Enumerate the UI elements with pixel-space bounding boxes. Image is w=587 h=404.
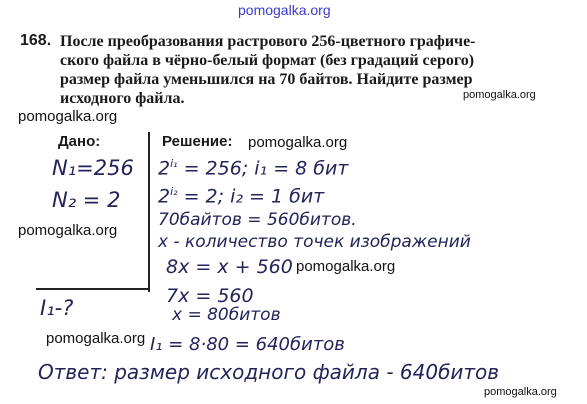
given-find: I₁-?: [40, 296, 74, 320]
watermark-center: pomogalka.org: [296, 258, 396, 275]
watermark-solution: pomogalka.org: [248, 134, 348, 151]
solution-line-1-base: 2: [158, 157, 171, 180]
answer-line: Ответ: размер исходного файла - 640битов: [38, 360, 500, 384]
watermark-right-bottom: pomogalka.org: [484, 386, 557, 398]
given-label: Дано:: [58, 133, 101, 150]
solution-line-4: x - количество точек изображений: [158, 232, 471, 252]
solution-line-2: [158, 185, 324, 207]
solution-line-2-rest: = 2; i₂ = 1 бит: [177, 185, 325, 208]
given-divider-vertical: [148, 132, 150, 292]
solution-line-6: 7x = 560: [166, 285, 254, 307]
problem-line-2: ского файла в чёрно-белый формат (без градаций серого): [60, 52, 475, 69]
watermark-right-top: pomogalka.org: [463, 89, 536, 101]
given-n2: N₂ = 2: [52, 188, 121, 212]
solution-line-7: x = 80битов: [172, 305, 281, 325]
solution-line-8: I₁ = 8·80 = 640битов: [150, 334, 345, 355]
given-n1: N₁=256: [52, 156, 134, 180]
solution-line-2-exp: i₂: [170, 185, 178, 198]
solution-line-1: [158, 157, 348, 179]
watermark-top[interactable]: pomogalka.org: [238, 2, 331, 18]
watermark-left-middle: pomogalka.org: [18, 222, 118, 239]
solution-line-1-rest: = 256; i₁ = 8 бит: [177, 157, 349, 180]
solution-line-5: 8x = x + 560: [166, 256, 293, 278]
solution-line-2-base: 2: [158, 185, 171, 208]
problem-line-3: размер файла уменьшился на 70 байтов. Найдите размер: [60, 71, 473, 88]
problem-line-1: После преобразования растрового 256-цветного графиче-: [60, 33, 476, 50]
solution-line-1-exp: i₁: [170, 157, 178, 170]
watermark-left-top: pomogalka.org: [18, 108, 118, 125]
problem-number: 168.: [20, 32, 52, 49]
given-divider-horizontal: [36, 288, 150, 290]
solution-line-3: 70байтов = 560битов.: [158, 210, 357, 230]
problem-line-4: исходного файла.: [60, 90, 185, 107]
watermark-left-bottom: pomogalka.org: [46, 330, 146, 347]
solution-label: Решение:: [162, 133, 233, 150]
